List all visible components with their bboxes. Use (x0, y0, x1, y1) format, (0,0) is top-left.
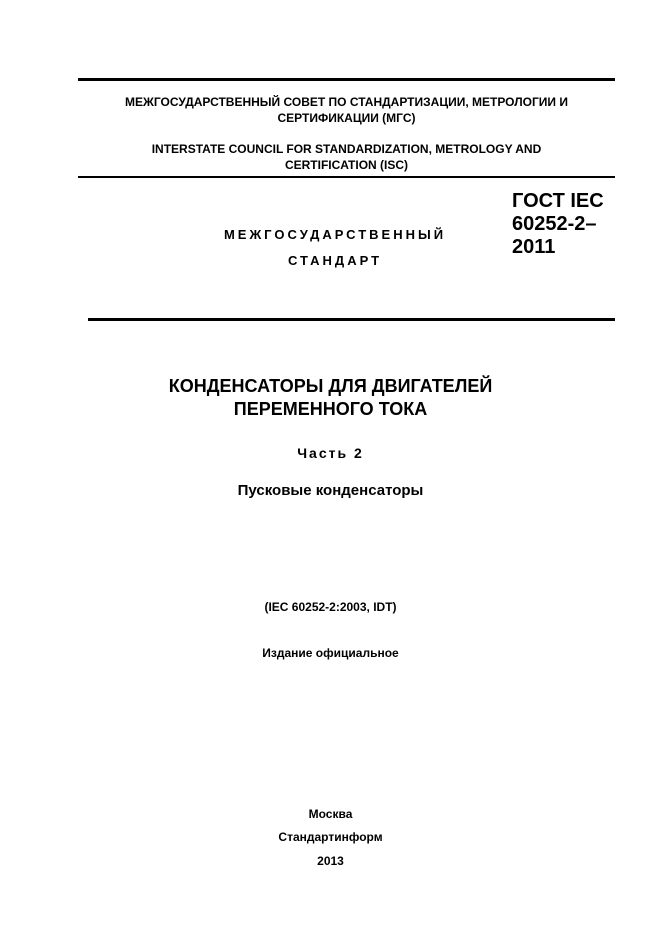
standard-code-line-3: 2011 (512, 236, 556, 258)
document-subtitle: Пусковые конденсаторы (237, 482, 424, 499)
council-en-line-2: CERTIFICATION (ISC) (284, 158, 409, 172)
part-label: Часть 2 (297, 445, 364, 461)
standard-code-line-1: ГОСТ IEC (512, 190, 604, 212)
middle-rule (78, 176, 615, 178)
standard-code (512, 190, 622, 259)
document-title-line-2: ПЕРЕМЕННОГО ТОКА (233, 399, 428, 419)
document-title (0, 375, 661, 421)
top-rule (78, 78, 615, 81)
council-en-line-1: INTERSTATE COUNCIL FOR STANDARDIZATION, METROLOGY AND (151, 142, 542, 156)
edition-note: Издание официальное (262, 646, 399, 660)
imprint-year: 2013 (317, 854, 344, 868)
bottom-rule (88, 318, 615, 321)
council-name-en (80, 141, 613, 173)
imprint-city: Москва (308, 807, 353, 821)
document-title-line-1: КОНДЕНСАТОРЫ ДЛЯ ДВИГАТЕЛЕЙ (168, 376, 493, 396)
standard-code-line-2: 60252-2– (512, 213, 597, 235)
imprint-publisher: Стандартинформ (278, 830, 383, 844)
iec-reference: (IEC 60252-2:2003, IDT) (264, 600, 397, 614)
standard-type-line-1: МЕЖГОСУДАРСТВЕННЫЙ (223, 227, 447, 242)
council-ru-line-2: СЕРТИФИКАЦИИ (МГС) (277, 111, 416, 125)
standard-type-line-2: СТАНДАРТ (287, 253, 383, 268)
council-ru-line-1: МЕЖГОСУДАРСТВЕННЫЙ СОВЕТ ПО СТАНДАРТИЗАЦИИ, МЕТРОЛОГИИ И (125, 95, 568, 109)
council-name-ru (80, 94, 613, 126)
